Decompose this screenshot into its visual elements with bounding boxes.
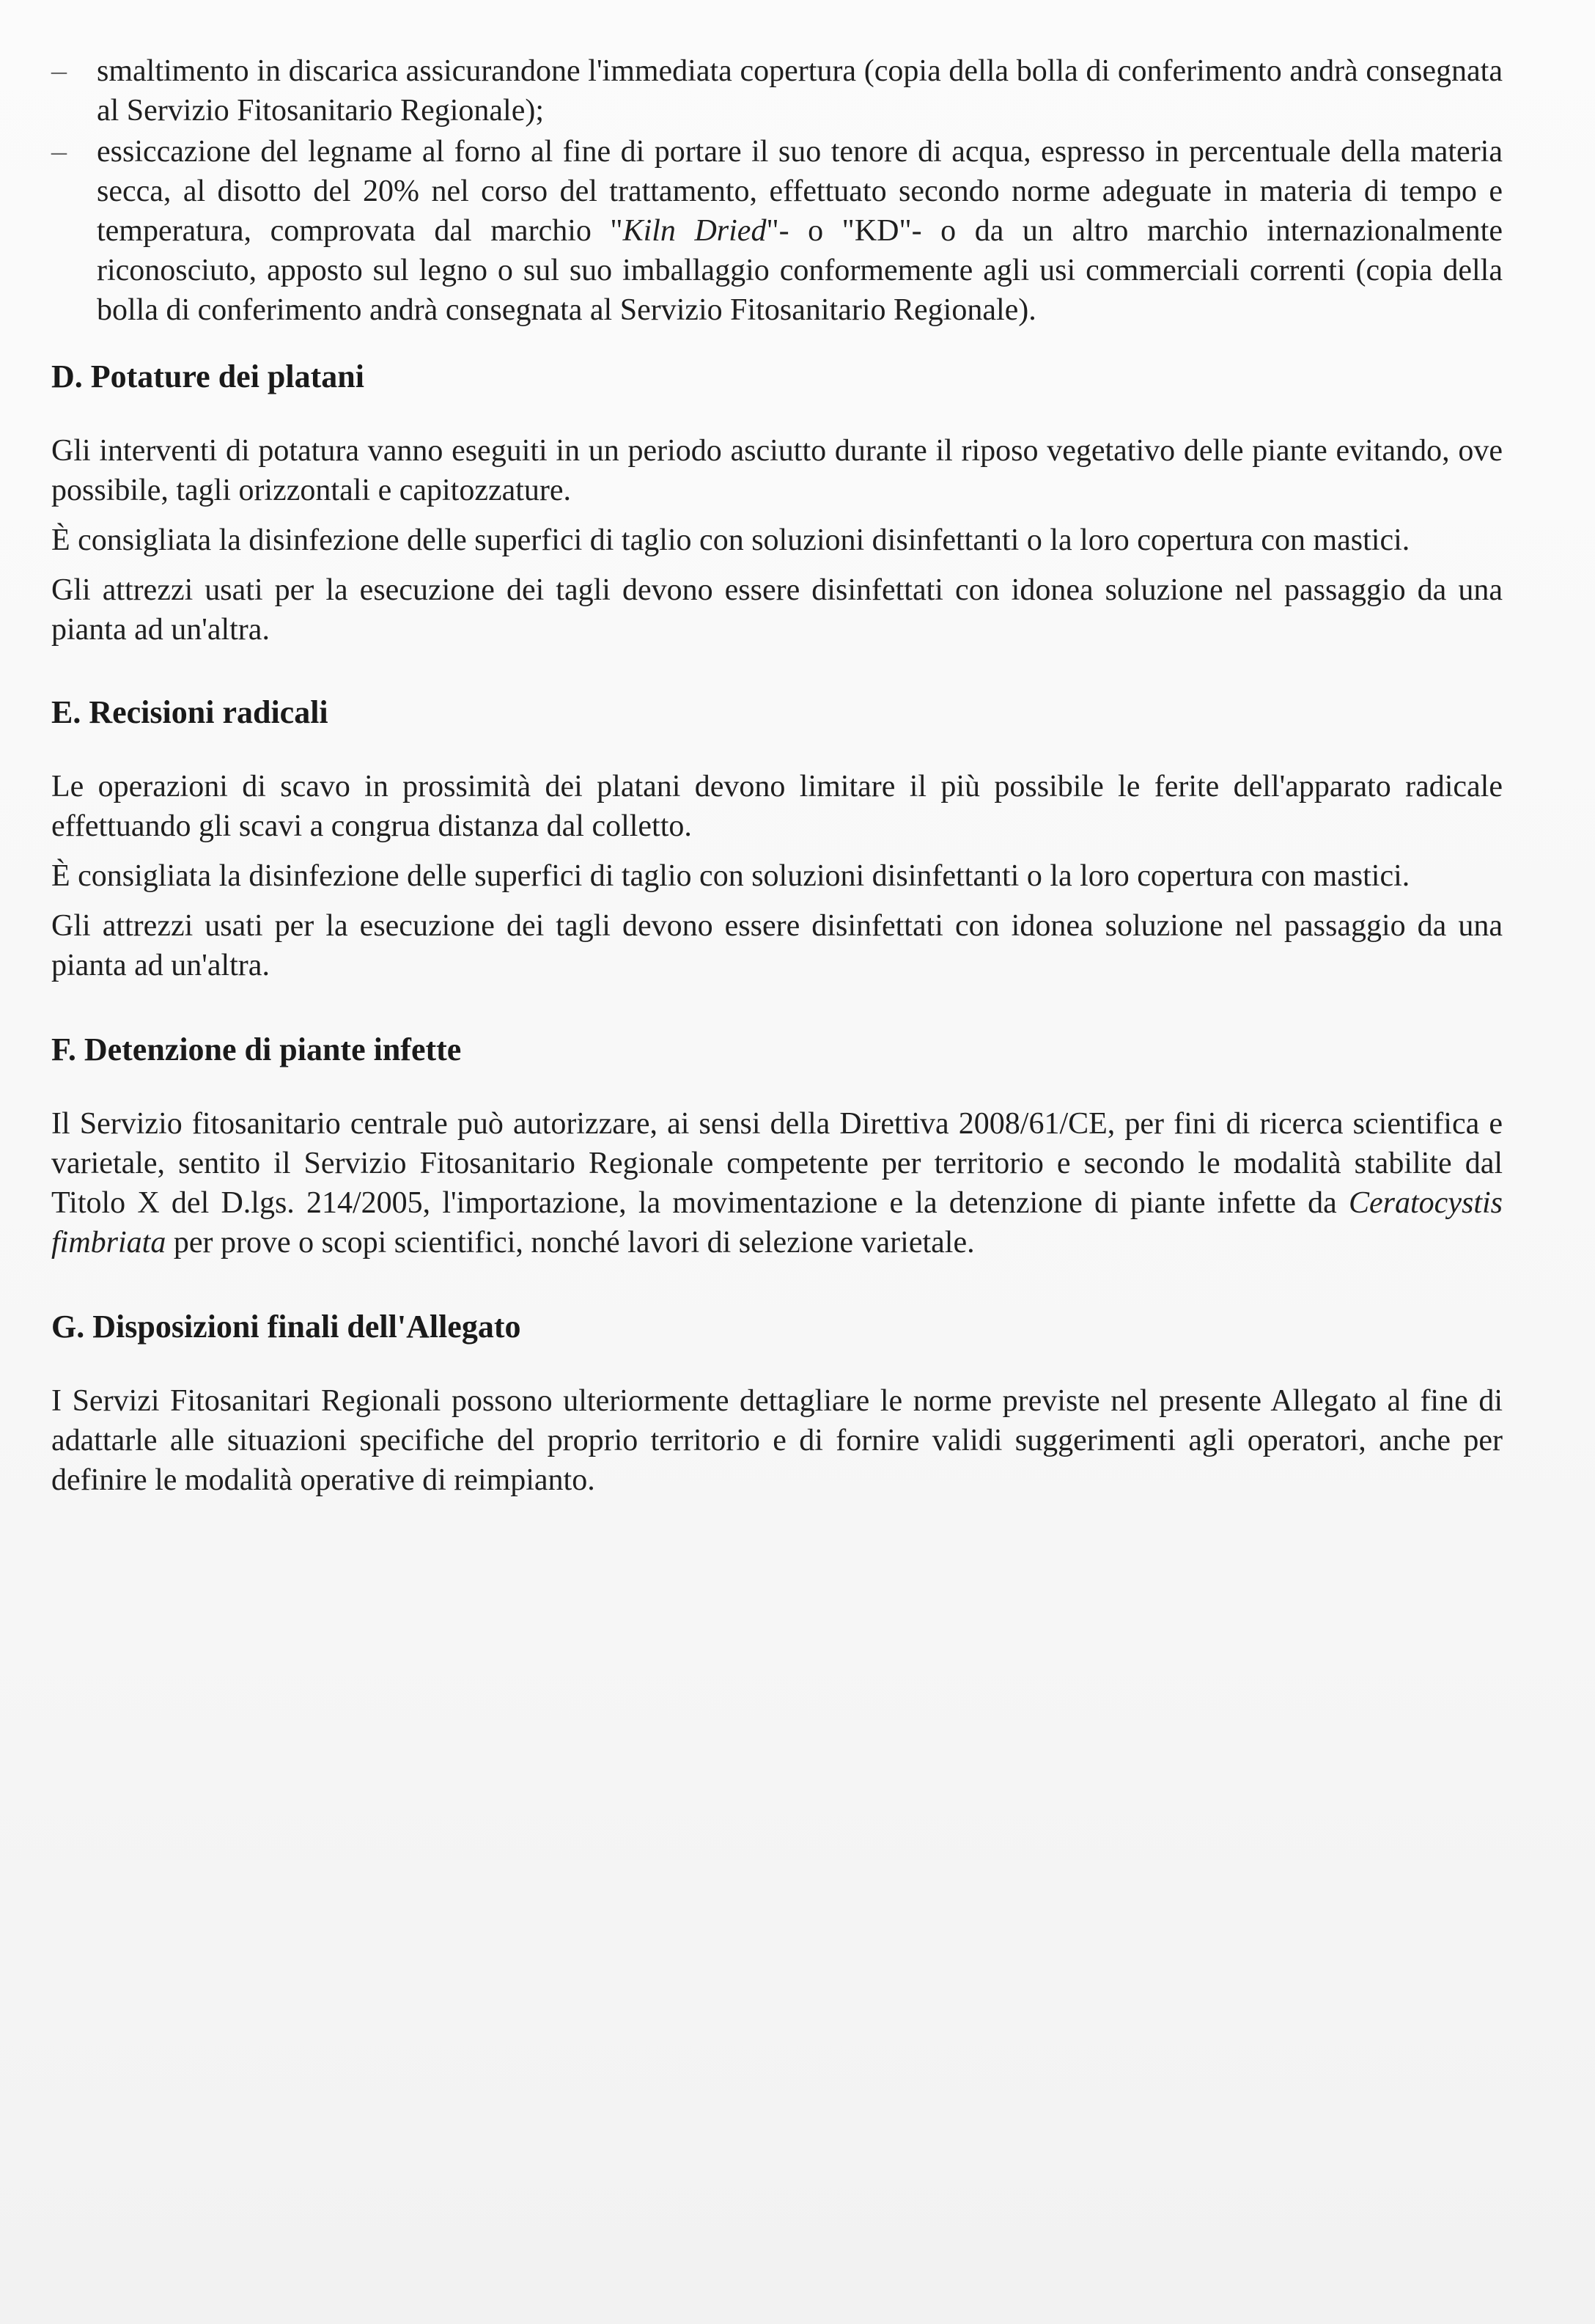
list-item-text-part: essiccazione del legname al forno al fine di portare il suo tenore di acqua, espresso in percentuale della materia secca, al disotto del 20% nel corso del trattamento, effettuato secondo norme adeguate in materia di tempo e temperatura, comprovata dal marchio " [97,135,1503,248]
disposal-options-list [51,51,1503,330]
section-d-pruning [51,356,1503,650]
paragraph: Gli attrezzi usati per la esecuzione dei tagli devono essere disinfettati con idonea soluzione nel passaggio da una pianta ad un'altra. [51,573,1503,647]
paragraph: È consigliata la disinfezione delle superfici di taglio con soluzioni disinfettanti o la loro copertura con mastici. [51,523,1410,557]
section-g-final-provisions [51,1306,1503,1500]
dash-marker: – [51,54,67,88]
section-heading: E. Recisioni radicali [51,694,328,730]
paragraph [51,1104,1503,1262]
species-name: Ceratocystis fimbriata [51,1186,1503,1260]
section-heading: G. Disposizioni finali dell'Allegato [51,1309,521,1345]
section-heading: D. Potature dei platani [51,358,364,394]
paragraph: Gli attrezzi usati per la esecuzione dei tagli devono essere disinfettati con idonea soluzione nel passaggio da una pianta ad un'altra. [51,909,1503,982]
paragraph: Le operazioni di scavo in prossimità dei platani devono limitare il più possibile le ferite dell'apparato radicale effettuando gli scavi a congrua distanza dal colletto. [51,770,1503,843]
list-item-landfill [51,51,1503,130]
paragraph-text-part: Il Servizio fitosanitario centrale può autorizzare, ai sensi della Direttiva 2008/61/CE, per fini di ricerca scientifica e varietale, sentito il Servizio Fitosanitario Regionale competente per territorio e secondo le modalità stabilite dal Titolo X del D.lgs. 214/2005, l'importazione, la movimentazione e la detenzione di piante infette da [51,1107,1503,1220]
paragraph-text-part: per prove o scopi scientifici, nonché lavori di selezione varietale. [166,1226,975,1260]
section-e-root-cuts [51,692,1503,985]
section-heading: F. Detenzione di piante infette [51,1032,462,1067]
section-f-infected-plants [51,1029,1503,1262]
paragraph: I Servizi Fitosanitari Regionali possono ulteriormente dettagliare le norme previste nel presente Allegato al fine di adattarle alle situazioni specifiche del proprio territorio e di fornire validi suggerimenti agli operatori, anche per definire le modalità operative di reimpianto. [51,1384,1503,1497]
list-item-text: smaltimento in discarica assicurandone l'immediata copertura (copia della bolla di conferimento andrà consegnata al Servizio Fitosanitario Regionale); [97,54,1503,128]
list-item-text-part: "- o "KD"- o da un altro marchio internazionalmente riconosciuto, apposto sul legno o sul suo imballaggio conformemente agli usi commerciali correnti (copia della bolla di conferimento andrà consegnata al Servizio Fitosanitario Regionale). [97,214,1503,327]
dash-marker: – [51,135,67,169]
list-item-italic-term: Kiln Dried [622,214,767,248]
document-body [51,51,1503,1510]
list-item-kiln-drying [51,132,1503,330]
paragraph: È consigliata la disinfezione delle superfici di taglio con soluzioni disinfettanti o la loro copertura con mastici. [51,859,1410,893]
paragraph: Gli interventi di potatura vanno eseguiti in un periodo asciutto durante il riposo vegetativo delle piante evitando, ove possibile, tagli orizzontali e capitozzature. [51,434,1503,507]
